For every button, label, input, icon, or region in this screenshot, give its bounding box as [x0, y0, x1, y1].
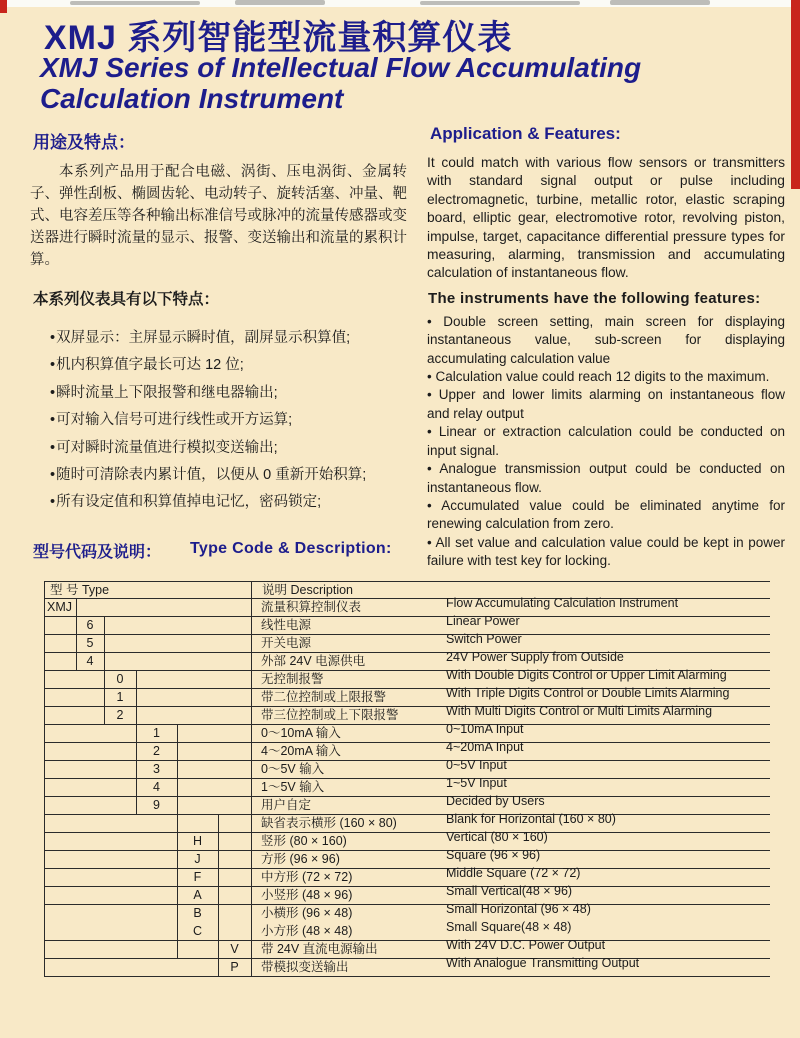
- code-cell: 0: [116, 672, 124, 686]
- page-title-english: XMJ Series of Intellectual Flow Accumulating Calculation Instrument: [40, 52, 642, 114]
- scan-smudge: [420, 1, 580, 5]
- feature-item-cn: • 双屏显示：主屏显示瞬时值，副屏显示积算值;: [50, 325, 407, 352]
- code-cell: 9: [153, 798, 160, 812]
- code-cell: V: [230, 942, 239, 956]
- desc-cn: 缺省表示横形 (160 × 80): [261, 816, 397, 830]
- feature-item-en: • Accumulated value could be eliminated anytime for renewing calculation from zero.: [427, 497, 785, 534]
- table-row: [44, 938, 770, 959]
- header-description: 说明 Description: [262, 583, 353, 597]
- desc-en: 1~5V Input: [446, 776, 507, 790]
- desc-en: Small Square(48 × 48): [446, 920, 572, 934]
- code-cell: J: [194, 852, 201, 866]
- features-list-cn: [30, 325, 407, 517]
- table-row: [44, 614, 770, 635]
- desc-en: With Multi Digits Control or Multi Limits Alarming: [446, 704, 713, 718]
- scan-smudge: [235, 0, 325, 5]
- desc-cn: 带模拟变送输出: [261, 960, 349, 974]
- code-cell: B: [193, 906, 202, 920]
- application-section-chinese: [30, 128, 407, 517]
- desc-en: 4~20mA Input: [446, 740, 524, 754]
- desc-en: Small Horizontal (96 × 48): [446, 902, 591, 916]
- feature-item-cn: • 所有设定值和积算值掉电记忆，密码锁定;: [50, 489, 407, 516]
- code-cell: 3: [153, 762, 160, 776]
- desc-cn: 带 24V 直流电源输出: [261, 942, 378, 956]
- code-cell: A: [193, 888, 202, 902]
- desc-cn: 无控制报警: [261, 672, 324, 686]
- desc-cn: 流量积算控制仪表: [261, 600, 362, 614]
- desc-cn: 4～20mA 输入: [261, 744, 341, 758]
- desc-en: Blank for Horizontal (160 × 80): [446, 812, 616, 826]
- table-row: [44, 740, 770, 761]
- table-row: [44, 830, 770, 851]
- feature-item-en: • Linear or extraction calculation could be conducted on input signal.: [427, 423, 785, 460]
- application-heading-en: Application & Features:: [430, 124, 621, 143]
- code-cell: P: [230, 960, 239, 974]
- page-title-chinese: XMJ 系列智能型流量积算仪表: [44, 19, 513, 57]
- features-heading-cn: 本系列仪表具有以下特点：: [33, 291, 220, 308]
- feature-item-cn: • 可对输入信号可进行线性或开方运算;: [50, 407, 407, 434]
- table-row: [44, 758, 770, 779]
- desc-cn: 0～10mA 输入: [261, 726, 341, 740]
- feature-item-en: • Analogue transmission output could be conducted on instantaneous flow.: [427, 460, 785, 497]
- desc-cn: 用户自定: [261, 798, 312, 812]
- table-row: [44, 848, 770, 869]
- desc-en: Middle Square (72 × 72): [446, 866, 581, 880]
- desc-en: Flow Accumulating Calculation Instrument: [446, 596, 679, 610]
- desc-en: Switch Power: [446, 632, 522, 646]
- desc-cn: 带二位控制或上限报警: [261, 690, 387, 704]
- code-cell: 2: [116, 708, 124, 722]
- desc-en: Linear Power: [446, 614, 520, 628]
- red-edge-strip-right: [791, 0, 800, 189]
- typecode-heading-cn: 型号代码及说明：: [33, 544, 162, 561]
- desc-cn: 小方形 (48 × 48): [261, 924, 353, 938]
- desc-cn: 1～5V 输入: [261, 780, 325, 794]
- desc-cn: 开关电源: [261, 636, 312, 650]
- code-cell: F: [193, 870, 202, 884]
- table-row: [44, 812, 770, 833]
- features-heading-en: The instruments have the following features:: [428, 289, 761, 307]
- desc-en: Small Vertical(48 × 96): [446, 884, 573, 898]
- red-edge-mark-left: [0, 0, 7, 13]
- code-cell: 1: [153, 726, 160, 740]
- application-heading-cn: 用途及特点：: [33, 133, 135, 152]
- feature-item-cn: • 瞬时流量上下限报警和继电器输出;: [50, 380, 407, 407]
- desc-cn: 方形 (96 × 96): [261, 852, 340, 866]
- desc-en: 0~10mA Input: [446, 722, 524, 736]
- feature-item-cn: • 可对瞬时流量值进行模拟变送输出;: [50, 435, 407, 462]
- desc-en: Decided by Users: [446, 794, 545, 808]
- scan-smudge: [70, 1, 200, 5]
- application-section-english: [427, 124, 785, 571]
- table-row: [44, 884, 770, 905]
- features-list-en: [427, 313, 785, 571]
- application-body-en: It could match with various flow sensors or transmitters with standard signal output or pulse including electromagnetic, turbine, metallic rotor, elastic scraping board, elliptic gear, electromotive rotor, revolving piston, impulse, target, capacitance differential pressure types for measuring, alarming, transmission and accumulating calculation of instantaneous flow.: [427, 155, 785, 281]
- table-row: [44, 920, 770, 941]
- desc-en: With Double Digits Control or Upper Limit Alarming: [446, 668, 727, 682]
- feature-item-cn: • 机内积算值字最长可达 12 位;: [50, 352, 407, 379]
- table-row: [44, 722, 770, 743]
- desc-en: 24V Power Supply from Outside: [446, 650, 624, 664]
- desc-en: With Triple Digits Control or Double Limits Alarming: [446, 686, 730, 700]
- typecode-heading-en: Type Code & Description:: [190, 540, 392, 557]
- header-type: 型 号 Type: [50, 583, 110, 597]
- desc-en: 0~5V Input: [446, 758, 507, 772]
- table-row: [44, 956, 770, 977]
- feature-item-cn: • 随时可清除表内累计值，以便从 0 重新开始积算;: [50, 462, 407, 489]
- code-cell: 2: [153, 744, 160, 758]
- type-code-table: [0, 581, 800, 978]
- feature-item-en: • All set value and calculation value could be kept in power failure with test key for locking.: [427, 534, 785, 571]
- desc-en: With 24V D.C. Power Output: [446, 938, 606, 952]
- scan-top-strip: [0, 0, 800, 7]
- desc-cn: 小竖形 (48 × 96): [261, 888, 353, 902]
- code-cell: 5: [86, 636, 94, 650]
- application-body-cn: 本系列产品用于配合电磁、涡街、压电涡街、金属转子、弹性刮板、椭圆齿轮、电动转子、旋转活塞、冲量、靶式、电容差压等各种输出标准信号或脉冲的流量传感器或变送器进行瞬时流量的显示、报警、变送输出和流量的累积计算。: [30, 164, 407, 268]
- table-row: [44, 794, 770, 815]
- code-cell: XMJ: [47, 600, 72, 614]
- desc-cn: 0～5V 输入: [261, 762, 325, 776]
- code-cell: C: [192, 924, 203, 938]
- desc-cn: 带三位控制或上下限报警: [261, 708, 399, 722]
- feature-item-en: • Double screen setting, main screen for displaying instantaneous value, sub-screen for displaying accumulating calculation value: [427, 313, 785, 368]
- feature-item-en: • Upper and lower limits alarming on instantaneous flow and relay output: [427, 386, 785, 423]
- desc-cn: 线性电源: [261, 618, 312, 632]
- desc-en: With Analogue Transmitting Output: [446, 956, 640, 970]
- table-row: [44, 704, 770, 725]
- desc-cn: 小横形 (96 × 48): [261, 906, 353, 920]
- desc-cn: 外部 24V 电源供电: [261, 654, 366, 668]
- desc-en: Vertical (80 × 160): [446, 830, 548, 844]
- table-row: [44, 596, 770, 617]
- code-cell: 6: [86, 618, 94, 632]
- code-cell: 4: [153, 780, 160, 794]
- table-row: [44, 632, 770, 653]
- desc-cn: 竖形 (80 × 160): [261, 834, 347, 848]
- code-cell: H: [192, 834, 203, 848]
- table-row: [44, 902, 770, 923]
- code-cell: 4: [86, 654, 94, 668]
- feature-item-en: • Calculation value could reach 12 digits to the maximum.: [427, 368, 785, 386]
- desc-cn: 中方形 (72 × 72): [261, 870, 353, 884]
- scan-smudge: [610, 0, 710, 5]
- desc-en: Square (96 × 96): [446, 848, 541, 862]
- code-cell: 1: [116, 690, 124, 704]
- table-row: [44, 866, 770, 887]
- table-row: [44, 776, 770, 797]
